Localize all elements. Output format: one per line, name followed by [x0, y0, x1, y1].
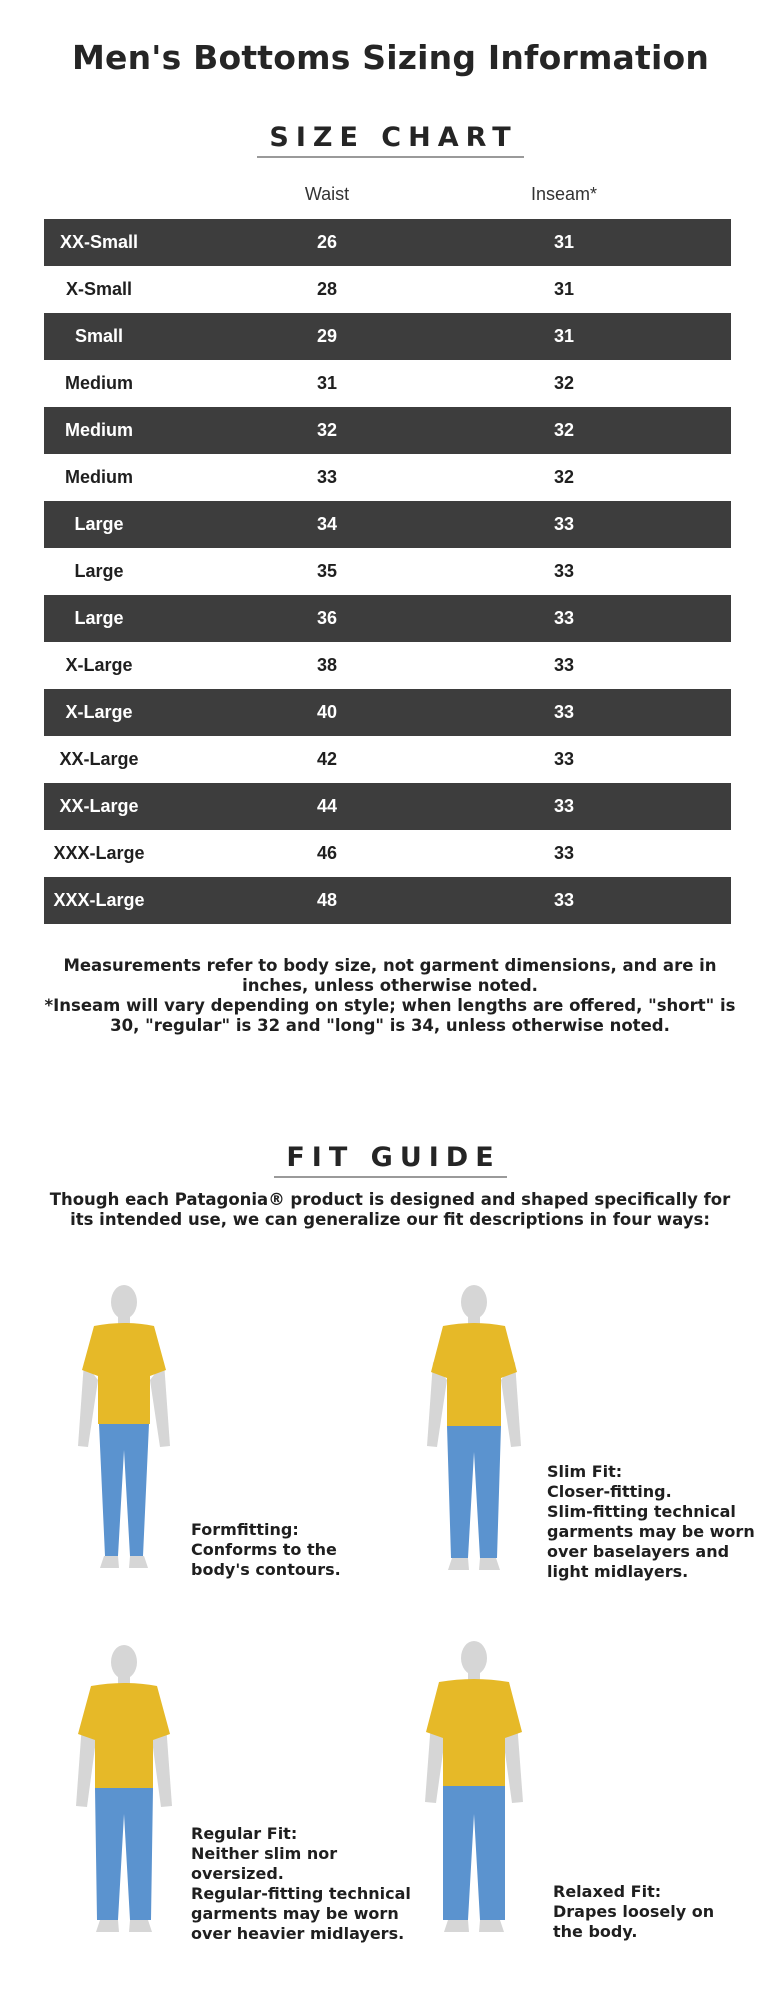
regular-fit-figure [64, 1640, 184, 1940]
size-label: Medium [64, 467, 134, 487]
measurement-note: Measurements refer to body size, not garment dimensions, and are in inches, unless otherwise noted. [63, 956, 717, 995]
fit-description-line: light midlayers. [547, 1562, 689, 1581]
waist-value: 29 [316, 326, 338, 346]
inseam-value: 32 [553, 373, 575, 393]
size-chart-row [44, 830, 731, 877]
relaxed-fit-figure [414, 1636, 534, 1940]
page-title: Men's Bottoms Sizing Information [71, 38, 710, 77]
size-chart-row [44, 407, 731, 454]
waist-value: 44 [316, 796, 338, 816]
fit-title: Formfitting: [191, 1520, 299, 1539]
size-chart-row [44, 266, 731, 313]
size-chart-heading-text: SIZE CHART [257, 122, 523, 158]
size-chart-row [44, 548, 731, 595]
fit-description-line: oversized. [191, 1864, 284, 1883]
size-chart-row [44, 219, 731, 266]
size-chart-row [44, 783, 731, 830]
size-label: Medium [64, 420, 134, 440]
size-chart-table [44, 219, 731, 924]
size-chart-heading [0, 122, 781, 158]
slim-fit-figure [414, 1280, 534, 1580]
fit-description-line: Regular-fitting technical [191, 1884, 411, 1903]
fit-guide-intro: Though each Patagonia® product is designed and shaped specifically for its intended use, we can generalize our fit descriptions in four ways: [49, 1190, 731, 1229]
size-label: XX-Large [59, 796, 139, 816]
size-label: XX-Small [59, 232, 139, 252]
fit-title: Relaxed Fit: [553, 1882, 662, 1901]
size-chart-row [44, 454, 731, 501]
fit-description-line: Slim-fitting technical [547, 1502, 736, 1521]
size-label: X-Large [65, 702, 133, 722]
waist-value: 46 [316, 843, 338, 863]
size-chart-row [44, 360, 731, 407]
inseam-value: 33 [553, 890, 575, 910]
size-label: XX-Large [59, 749, 139, 769]
waist-column-header: Waist [304, 184, 350, 204]
fit-title: Slim Fit: [547, 1462, 623, 1481]
waist-value: 26 [316, 232, 338, 252]
size-label: XXX-Large [53, 843, 145, 863]
inseam-value: 33 [553, 514, 575, 534]
regular-fit-caption [191, 1824, 411, 1944]
fit-title: Regular Fit: [191, 1824, 298, 1843]
size-chart-notes [40, 956, 740, 1036]
inseam-value: 33 [553, 655, 575, 675]
size-label: X-Large [65, 655, 133, 675]
size-chart-row [44, 642, 731, 689]
inseam-value: 33 [553, 749, 575, 769]
waist-value: 48 [316, 890, 338, 910]
fit-description-line: garments may be worn [547, 1522, 755, 1541]
size-chart-row [44, 313, 731, 360]
fit-description-line: over baselayers and [547, 1542, 730, 1561]
inseam-value: 33 [553, 702, 575, 722]
inseam-value: 33 [553, 561, 575, 581]
waist-value: 33 [316, 467, 338, 487]
size-label: Large [74, 608, 124, 628]
fit-description-line: body's contours. [191, 1560, 341, 1579]
waist-value: 36 [316, 608, 338, 628]
fit-description-line: garments may be worn [191, 1904, 399, 1923]
waist-value: 40 [316, 702, 338, 722]
fit-description-line: Neither slim nor [191, 1844, 338, 1863]
inseam-value: 31 [553, 279, 575, 299]
inseam-value: 32 [553, 467, 575, 487]
inseam-value: 33 [553, 796, 575, 816]
inseam-value: 32 [553, 420, 575, 440]
slim-fit-caption [547, 1462, 755, 1582]
inseam-value: 31 [553, 232, 575, 252]
fit-description-line: over heavier midlayers. [191, 1924, 405, 1943]
inseam-note: *Inseam will vary depending on style; when lengths are offered, "short" is 30, "regular" is 32 and "long" is 34, unless otherwise noted. [44, 996, 736, 1035]
fit-description-line: Conforms to the [191, 1540, 337, 1559]
inseam-value: 33 [553, 608, 575, 628]
size-chart-row [44, 595, 731, 642]
formfitting-figure [64, 1280, 184, 1580]
waist-value: 42 [316, 749, 338, 769]
formfitting-caption [191, 1520, 341, 1580]
inseam-column-header: Inseam* [530, 184, 598, 204]
size-chart-row [44, 736, 731, 783]
size-label: Medium [64, 373, 134, 393]
size-label: X-Small [65, 279, 133, 299]
size-label: XXX-Large [53, 890, 145, 910]
waist-value: 38 [316, 655, 338, 675]
inseam-value: 33 [553, 843, 575, 863]
size-label: Large [74, 514, 124, 534]
fit-description-line: Closer-fitting. [547, 1482, 672, 1501]
waist-value: 32 [316, 420, 338, 440]
waist-value: 34 [316, 514, 338, 534]
fit-description-line: the body. [553, 1922, 638, 1941]
fit-guide-heading-text: FIT GUIDE [274, 1142, 506, 1178]
waist-value: 31 [316, 373, 338, 393]
waist-value: 28 [316, 279, 338, 299]
fit-description-line: Drapes loosely on [553, 1902, 715, 1921]
size-chart-row [44, 501, 731, 548]
fit-guide-heading [0, 1142, 781, 1178]
size-chart-row [44, 689, 731, 736]
relaxed-fit-caption [553, 1882, 714, 1942]
size-label: Small [74, 326, 124, 346]
size-chart-row [44, 877, 731, 924]
size-label: Large [74, 561, 124, 581]
waist-value: 35 [316, 561, 338, 581]
inseam-value: 31 [553, 326, 575, 346]
